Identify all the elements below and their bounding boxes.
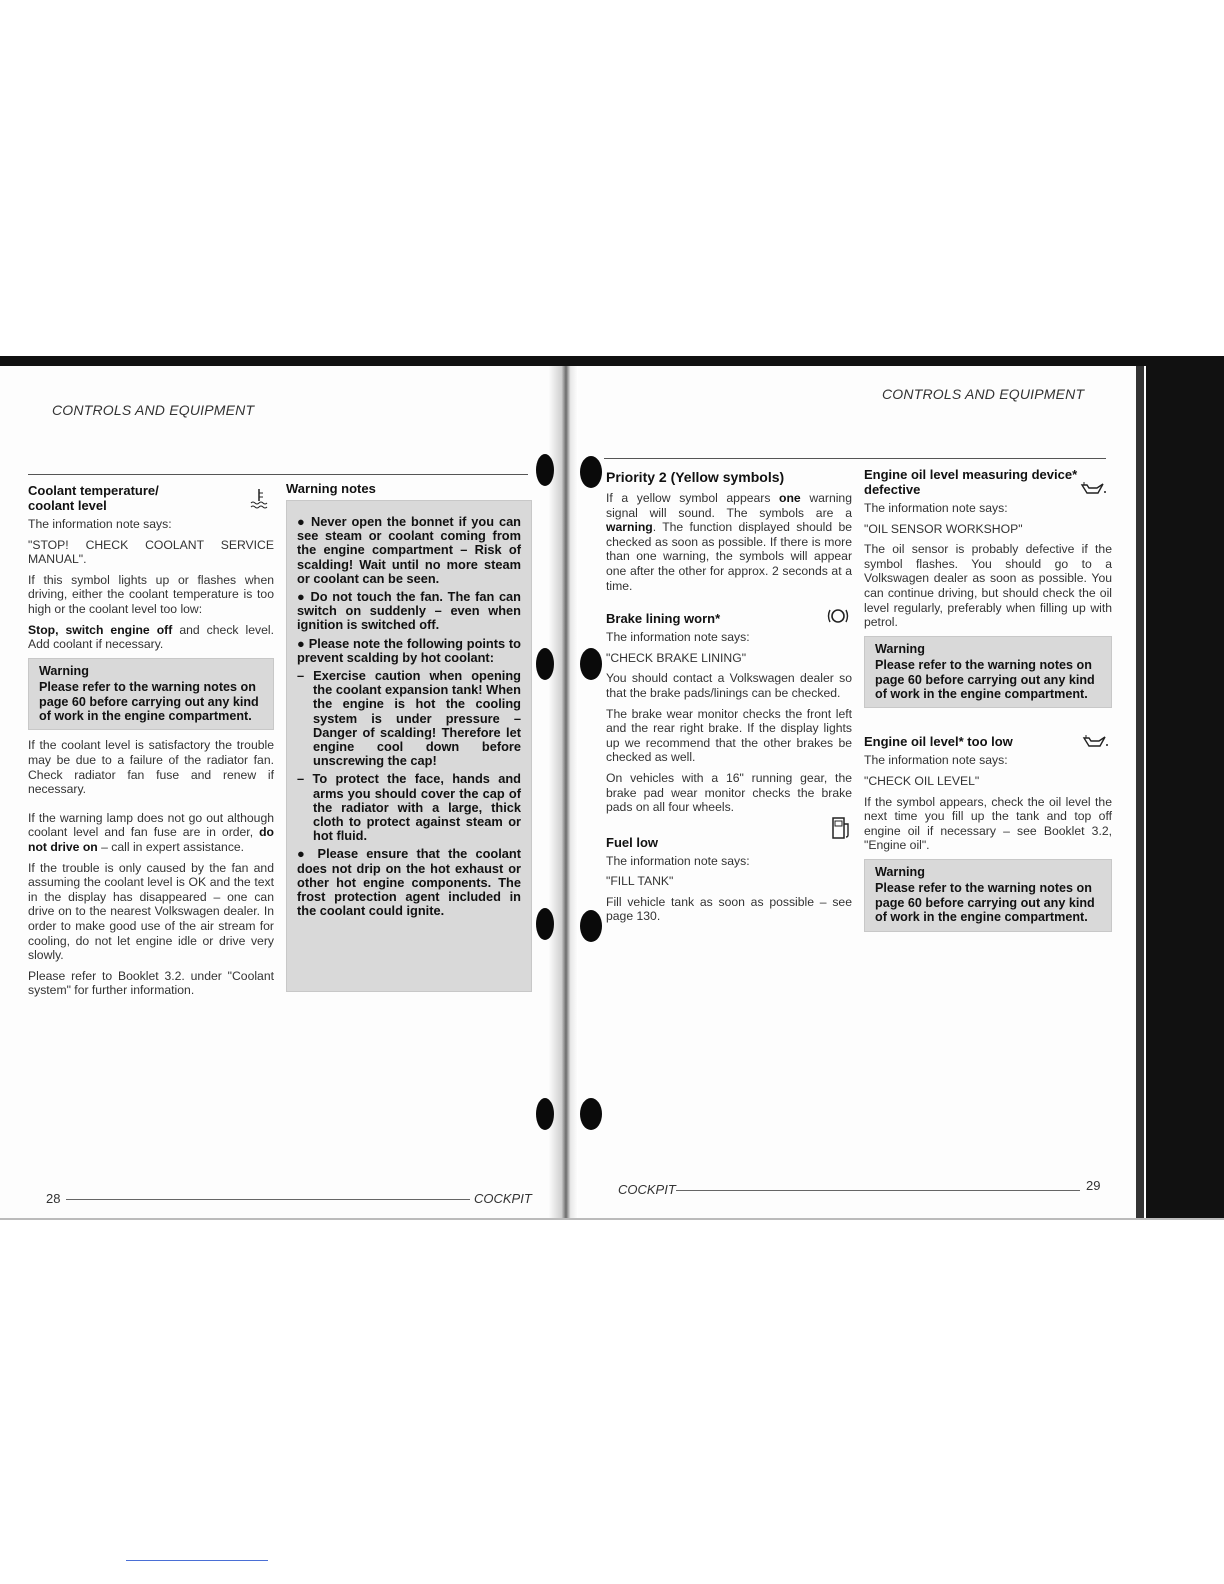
scan-bottom-edge: [0, 1218, 1224, 1220]
warning-notes-title: Warning notes: [286, 481, 376, 496]
warning-title: Warning: [875, 641, 925, 656]
scan-right-edge: [1136, 366, 1144, 1218]
footer-section-right: COCKPIT: [618, 1182, 676, 1197]
scan-right-shadow: [1146, 366, 1224, 1218]
warning-note-item: ● Please note the following points to prevent scalding by hot coolant:: [297, 635, 521, 665]
coolant-p4-bold: Stop, switch engine off: [28, 622, 173, 637]
oil-low-heading: [864, 734, 1112, 749]
priority2-p1-bold1: one: [779, 491, 801, 505]
footer-rule-right: [676, 1190, 1080, 1191]
warning-text: Please refer to the warning notes on page 60 before carrying out any kind of work in the engine compartment.: [875, 881, 1095, 925]
coolant-p6-b: – call in expert assistance.: [97, 839, 245, 854]
binding-hole: [536, 648, 554, 680]
oil-dev-p2: "OIL SENSOR WORKSHOP": [864, 521, 1023, 536]
fuel-p2: "FILL TANK": [606, 874, 674, 889]
coolant-warning-box: [28, 658, 274, 731]
brake-p2: "CHECK BRAKE LINING": [606, 650, 747, 665]
priority2-title: Priority 2 (Yellow symbols): [606, 469, 785, 485]
coolant-p6: [28, 811, 274, 855]
oil-dev-heading: [864, 467, 1112, 497]
priority2-p1-b: warning signal will sound. The symbols are a: [606, 491, 852, 520]
coolant-p3: If this symbol lights up or flashes when driving, either the coolant temperature is too high or the coolant level too low:: [28, 572, 274, 616]
binding-hole: [580, 1098, 602, 1130]
coolant-p4: [28, 623, 274, 652]
brake-p3: You should contact a Volkswagen dealer so that the brake pads/linings can be checked.: [606, 671, 852, 700]
underline-mark: [126, 1560, 268, 1561]
brake-title: Brake lining worn*: [606, 611, 721, 627]
coolant-p7: If the trouble is only caused by the fan and assuming the coolant level is OK and the text in the display has disappeared – one can drive on to the nearest Volkswagen dealer. In order to make good use of the air stream for cooling, do not let engine idle or drive very slowly.: [28, 860, 274, 963]
coolant-p1: The information note says:: [28, 517, 172, 531]
coolant-p8: Please refer to Booklet 3.2. under "Coolant system" for further information.: [28, 968, 274, 998]
priority2-p1-c: . The function displayed should be checked as soon as possible. If there is more than one warning, the symbols will appear one after the other for approx. 2 seconds at a time.: [606, 520, 852, 593]
oil-can-icon: [1080, 481, 1106, 499]
oil-section: [864, 467, 1112, 940]
binding-hole: [536, 454, 554, 486]
warning-note-item: – Exercise caution when opening the coolant expansion tank! When the engine is hot the cooling system is under pressure – Danger of scalding! Therefore let engine cool down before unscrewing the cap!: [297, 668, 521, 769]
warning-title: Warning: [875, 864, 925, 879]
warning-note-item: ● Please ensure that the coolant does not drip on the hot exhaust or other hot engine components. The frost protection agent included in the coolant could ignite.: [297, 846, 521, 919]
fuel-title: Fuel low: [606, 834, 658, 850]
header-rule-left: [28, 474, 528, 475]
warning-text: Please refer to the warning notes on page 60 before carrying out any kind of work in the engine compartment.: [39, 680, 259, 723]
page-number-left: 28: [46, 1191, 61, 1206]
oil-dev-p1: The information note says:: [864, 501, 1008, 515]
coolant-p4-rest: and check level. Add coolant if necessary.: [28, 622, 274, 652]
oil-dev-p3: The oil sensor is probably defective if the symbol flashes. You should go to a Volkswagen dealer as soon as possible. You can continue driving, but should check the oil level regularly, preferably when filling up with petrol.: [864, 542, 1112, 630]
binding-hole: [580, 456, 602, 488]
coolant-section: [28, 483, 274, 1004]
oil-low-p3: If the symbol appears, check the oil level the next time you fill up the tank and top off engine oil if necessary – see Booklet 3.2, "Engine oil".: [864, 794, 1112, 853]
warning-note-item: – To protect the face, hands and arms you should cover the cap of the radiator with a large, thick cloth to protect against steam or hot fluid.: [297, 771, 521, 844]
brake-p1: The information note says:: [606, 630, 750, 645]
binding-hole: [536, 908, 554, 940]
book-gutter: [548, 366, 578, 1218]
brake-p5: On vehicles with a 16" running gear, the brake pad wear monitor checks the brake pads on all four wheels.: [606, 770, 852, 815]
oil-low-p1: The information note says:: [864, 753, 1008, 768]
binding-hole: [580, 648, 602, 680]
page-number-right: 29: [1086, 1178, 1101, 1193]
scan-top-edge: [0, 356, 1224, 366]
priority2-p1: [606, 491, 852, 593]
warning-note-item: ● Do not touch the fan. The fan can switch on suddenly – even when ignition is switched off.: [297, 589, 521, 633]
footer-rule-left: [66, 1199, 470, 1200]
oil-low-p2: "CHECK OIL LEVEL": [864, 773, 980, 788]
brake-p4: The brake wear monitor checks the front left and the rear right brake. If the display lights up we recommend that the other brakes be checked as well.: [606, 706, 852, 765]
page-header-right: CONTROLS AND EQUIPMENT: [882, 386, 1085, 402]
header-rule-right: [604, 458, 1106, 459]
binding-hole: [536, 1098, 554, 1130]
footer-section-left: COCKPIT: [474, 1191, 532, 1206]
coolant-p2: "STOP! CHECK COOLANT SERVICE MANUAL".: [28, 537, 274, 567]
coolant-title: Coolant temperature/ coolant level: [28, 483, 159, 513]
coolant-temperature-icon: [248, 487, 270, 513]
warning-text: Please refer to the warning notes on page 60 before carrying out any kind of work in the engine compartment.: [875, 658, 1095, 701]
fuel-p1: The information note says:: [606, 853, 750, 868]
oil-warning-box-2: [864, 859, 1112, 932]
oil-can-icon: [1082, 734, 1108, 752]
warning-title: Warning: [39, 663, 89, 678]
oil-warning-box-1: [864, 636, 1112, 709]
warning-notes-section: [286, 481, 532, 500]
warning-note-item: ● Never open the bonnet if you can see steam or coolant coming from the engine compartment – Risk of scalding! Wait until no more steam or coolant can be seen.: [297, 514, 521, 586]
coolant-p6-bold: do not drive on: [28, 825, 274, 854]
priority2-section: [606, 470, 852, 930]
priority2-p1-a: If a yellow symbol appears: [606, 491, 780, 505]
oil-dev-title: Engine oil level measuring device* defective: [864, 467, 1078, 497]
priority2-p1-bold2: warning: [606, 520, 653, 535]
brake-lining-icon: [826, 605, 850, 631]
binding-hole: [580, 910, 602, 942]
brake-heading: [606, 611, 852, 626]
fuel-p3: Fill vehicle tank as soon as possible – see page 130.: [606, 894, 852, 924]
fuel-heading: [606, 835, 852, 850]
fuel-pump-icon: [830, 815, 852, 845]
page-header-left: CONTROLS AND EQUIPMENT: [52, 402, 255, 418]
warning-notes-box: [286, 500, 532, 992]
coolant-p6-a: If the warning lamp does not go out although coolant level and fan fuse are in order,: [28, 810, 274, 840]
oil-low-title: Engine oil level* too low: [864, 734, 1013, 750]
coolant-p5: If the coolant level is satisfactory the trouble may be due to a failure of the radiator fan. Check radiator fan fuse and renew if necessary.: [28, 738, 274, 797]
